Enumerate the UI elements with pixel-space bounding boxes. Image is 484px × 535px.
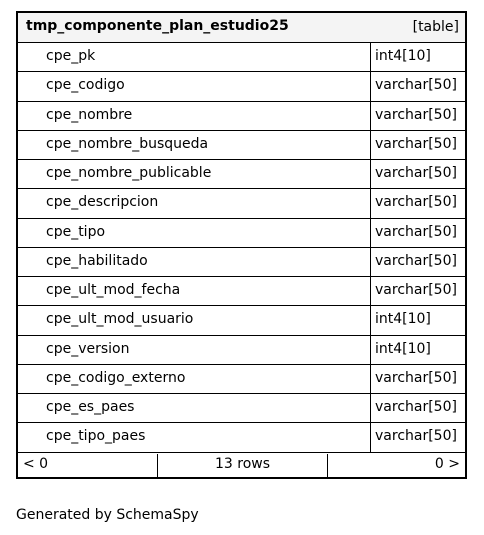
- table-footer: [18, 454, 465, 477]
- column-row[interactable]: [18, 423, 465, 452]
- column-row[interactable]: [18, 189, 465, 218]
- column-name: cpe_ult_mod_usuario: [46, 311, 194, 328]
- column-row[interactable]: [18, 365, 465, 394]
- column-name: cpe_descripcion: [46, 194, 159, 211]
- table-kind: [table]: [412, 19, 459, 35]
- column-row[interactable]: [18, 219, 465, 248]
- table-header: [18, 13, 465, 43]
- column-name: cpe_habilitado: [46, 252, 148, 269]
- column-row[interactable]: [18, 336, 465, 365]
- column-name: cpe_pk: [46, 48, 96, 64]
- column-name: cpe_codigo_externo: [46, 369, 186, 386]
- column-type: varchar[50]: [375, 252, 457, 269]
- column-divider: [370, 43, 371, 453]
- column-row[interactable]: [18, 394, 465, 423]
- table-name[interactable]: tmp_componente_plan_estudio25: [26, 18, 289, 34]
- column-type: varchar[50]: [375, 223, 457, 240]
- table-entity: [16, 11, 467, 479]
- parents-count[interactable]: < 0: [18, 454, 158, 477]
- column-name: cpe_tipo_paes: [46, 428, 146, 445]
- column-name: cpe_ult_mod_fecha: [46, 282, 181, 298]
- column-row[interactable]: [18, 102, 465, 131]
- column-name: cpe_tipo: [46, 223, 106, 240]
- column-row[interactable]: [18, 72, 465, 101]
- column-name: cpe_nombre_busqueda: [46, 135, 209, 152]
- column-type: varchar[50]: [375, 165, 457, 181]
- column-type: varchar[50]: [375, 194, 457, 211]
- column-name: cpe_es_paes: [46, 399, 135, 415]
- column-type: int4[10]: [375, 48, 431, 64]
- column-row[interactable]: [18, 306, 465, 335]
- column-row[interactable]: [18, 160, 465, 189]
- column-type: int4[10]: [375, 340, 431, 357]
- column-type: varchar[50]: [375, 428, 457, 445]
- column-type: varchar[50]: [375, 106, 457, 123]
- column-type: varchar[50]: [375, 282, 457, 298]
- generated-by-label: Generated by SchemaSpy: [16, 507, 199, 523]
- column-type: varchar[50]: [375, 399, 457, 415]
- column-name: cpe_nombre: [46, 106, 133, 123]
- column-row[interactable]: [18, 277, 465, 306]
- column-list: [18, 43, 465, 453]
- column-type: varchar[50]: [375, 369, 457, 386]
- column-name: cpe_version: [46, 340, 130, 357]
- children-count[interactable]: 0 >: [434, 456, 460, 472]
- column-row[interactable]: [18, 248, 465, 277]
- column-type: int4[10]: [375, 311, 431, 328]
- row-count: 13 rows: [158, 454, 328, 477]
- column-row[interactable]: [18, 131, 465, 160]
- column-name: cpe_codigo: [46, 77, 125, 94]
- column-type: varchar[50]: [375, 77, 457, 94]
- column-row[interactable]: [18, 43, 465, 72]
- column-type: varchar[50]: [375, 135, 457, 152]
- column-name: cpe_nombre_publicable: [46, 165, 212, 181]
